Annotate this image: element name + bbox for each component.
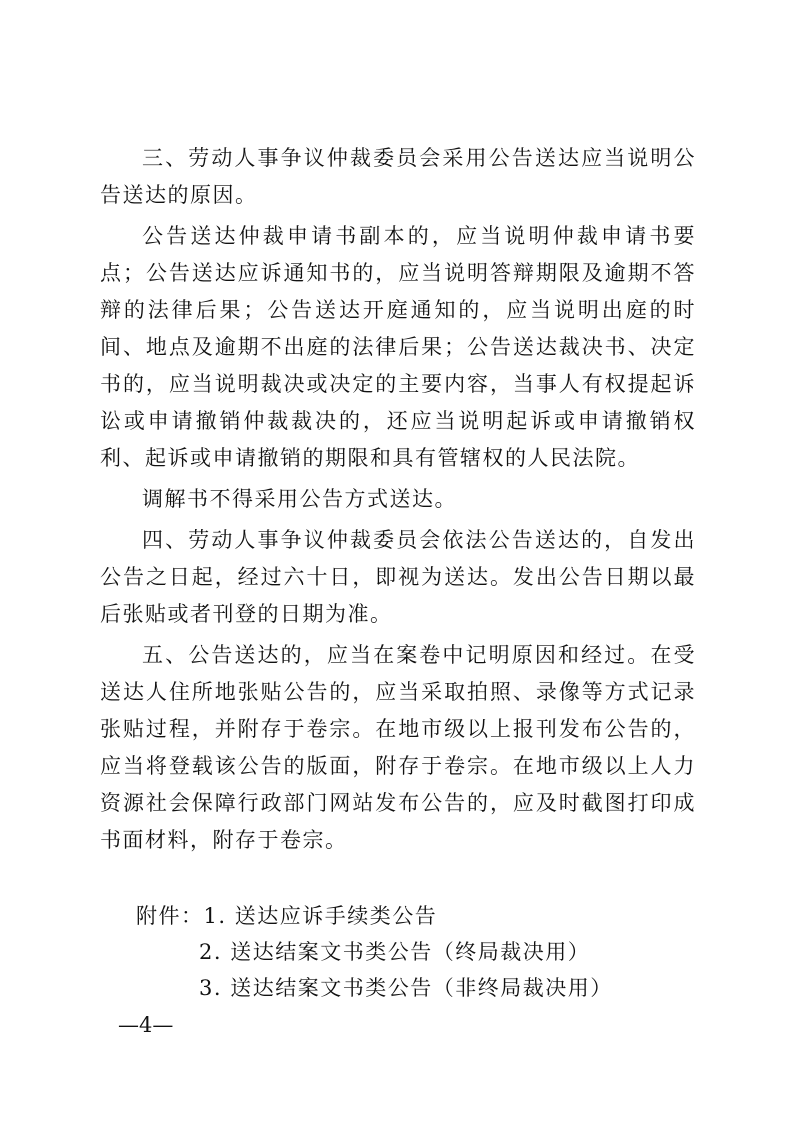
attachment-item: 2. 送达结案文书类公告（终局裁决用） (199, 940, 591, 964)
paragraph-notice-content: 公告送达仲裁申请书副本的，应当说明仲裁申请书要点；公告送达应诉通知书的，应当说明答辩期限及逾期不答辩的法律后果；公告送达开庭通知的，应当说明出庭的时间、地点及逾期不出庭的法律后果；公告送达裁决书、决定书的，应当说明裁决或决定的主要内容，当事人有权提起诉讼或申请撤销仲裁裁决的，还应当说明起诉或申请撤销权利、起诉或申请撤销的期限和具有管辖权的人民法院。 (100, 224, 696, 470)
paragraph-section-four: 四、劳动人事争议仲裁委员会依法公告送达的，自发出公告之日起，经过六十日，即视为送达。发出公告日期以最后张贴或者刊登的日期为准。 (100, 528, 696, 626)
attachment-item: 3. 送达结案文书类公告（非终局裁决用） (199, 976, 613, 1000)
page-number: —4— (118, 1013, 174, 1037)
paragraph-section-three: 三、劳动人事争议仲裁委员会采用公告送达应当说明公告送达的原因。 (100, 146, 696, 207)
paragraph-mediation: 调解书不得采用公告方式送达。 (142, 487, 457, 511)
document-body (100, 140, 696, 859)
paragraph-section-five: 五、公告送达的，应当在案卷中记明原因和经过。在受送达人住所地张贴公告的，应当采取拍照、录像等方式记录张贴过程，并附存于卷宗。在地市级以上报刊发布公告的，应当将登载该公告的版面，附存于卷宗。在地市级以上人力资源社会保障行政部门网站发布公告的，应及时截图打印成书面材料，附存于卷宗。 (100, 643, 696, 852)
attachment-item: 附件：1. 送达应诉手续类公告 (136, 904, 438, 928)
attachments-list (136, 898, 613, 1006)
